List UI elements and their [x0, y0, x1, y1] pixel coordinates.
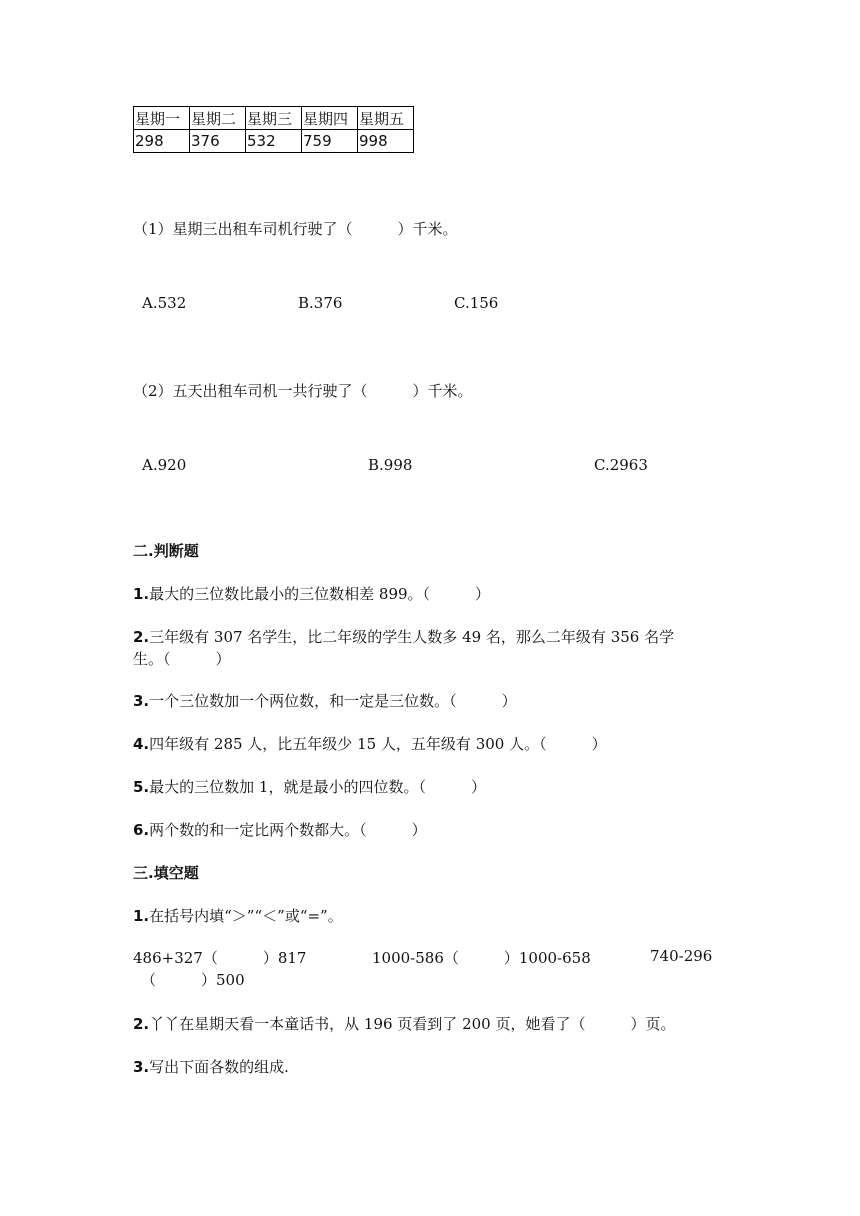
item-text: 在括号内填“＞”“＜”或“=”。: [149, 907, 343, 925]
item-number: 6.: [133, 821, 150, 839]
judge-item-6: [133, 819, 427, 840]
judge-item-2-continued: 生。（ ）: [133, 650, 231, 668]
item-number: 3.: [133, 692, 150, 710]
question-1-text: （1）星期三出租车司机行驶了（ ）千米。: [133, 220, 458, 238]
item-number: 4.: [133, 735, 150, 753]
item-text: 写出下面各数的组成.: [149, 1058, 289, 1076]
table-header-cell: 星期四: [302, 107, 358, 130]
q1-option-a: A.532: [142, 294, 187, 312]
item-number: 1.: [133, 585, 150, 603]
section-3-title: 三.填空题: [133, 864, 199, 882]
q2-option-c: C.2963: [594, 456, 648, 474]
item-number: 5.: [133, 778, 150, 796]
table-cell: 532: [246, 130, 302, 153]
judge-item-3: [133, 690, 517, 711]
item-number: 1.: [133, 907, 150, 925]
fill-item-1: [133, 905, 343, 926]
table-cell: 376: [190, 130, 246, 153]
table-header-cell: 星期三: [246, 107, 302, 130]
item-number: 2.: [133, 628, 150, 646]
table-cell: 759: [302, 130, 358, 153]
judge-item-5: [133, 776, 486, 797]
judge-item-1: [133, 583, 490, 604]
item-text: 丫丫在星期天看一本童话书，从 196 页看到了 200 页，她看了（ ）页。: [149, 1015, 676, 1033]
compare-expression-2: 1000-586（ ）1000-658: [372, 949, 591, 967]
fill-item-2: [133, 1013, 675, 1034]
item-text: 最大的三位数加 1，就是最小的四位数。（ ）: [149, 778, 486, 796]
item-number: 3.: [133, 1058, 150, 1076]
item-text: 一个三位数加一个两位数，和一定是三位数。（ ）: [149, 692, 517, 710]
q2-option-a: A.920: [142, 456, 187, 474]
mileage-table: [133, 106, 414, 153]
compare-expression-3-continued: （ ）500: [141, 971, 245, 989]
compare-expression-3: 740-296: [650, 947, 713, 965]
compare-expression-1: 486+327（ ）817: [133, 949, 307, 967]
table-header-cell: 星期一: [134, 107, 190, 130]
table-header-cell: 星期五: [358, 107, 414, 130]
question-2-text: （2）五天出租车司机一共行驶了（ ）千米。: [133, 382, 473, 400]
table-header-row: [134, 107, 414, 130]
item-text: 四年级有 285 人，比五年级少 15 人，五年级有 300 人。（ ）: [149, 735, 607, 753]
item-number: 2.: [133, 1015, 150, 1033]
judge-item-2: [133, 626, 674, 647]
fill-item-3: [133, 1056, 289, 1077]
q1-option-c: C.156: [454, 294, 499, 312]
table-cell: 998: [358, 130, 414, 153]
item-text: 三年级有 307 名学生，比二年级的学生人数多 49 名，那么二年级有 356 名学: [149, 628, 675, 646]
section-2-title: 二.判断题: [133, 542, 199, 560]
q2-option-b: B.998: [368, 456, 413, 474]
item-text: 最大的三位数比最小的三位数相差 899。（ ）: [149, 585, 491, 603]
table-cell: 298: [134, 130, 190, 153]
judge-item-4: [133, 733, 607, 754]
q1-option-b: B.376: [298, 294, 343, 312]
item-text: 两个数的和一定比两个数都大。（ ）: [149, 821, 427, 839]
table-header-cell: 星期二: [190, 107, 246, 130]
table-row: [134, 130, 414, 153]
